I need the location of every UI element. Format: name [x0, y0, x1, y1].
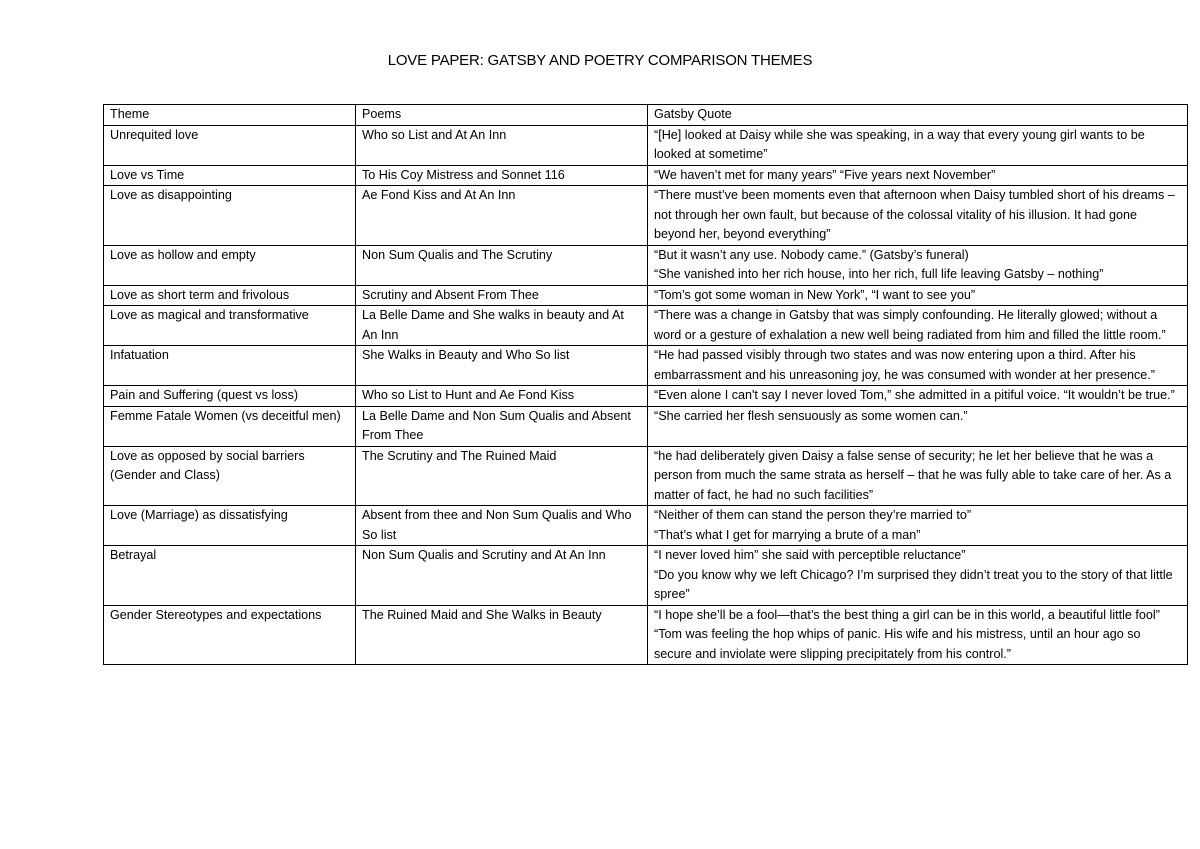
- quote-text: “She vanished into her rich house, into her rich, full life leaving Gatsby – nothing”: [654, 267, 1104, 281]
- page-title: LOVE PAPER: GATSBY AND POETRY COMPARISON THEMES: [387, 52, 813, 69]
- theme-cell: Love as disappointing: [104, 186, 356, 246]
- quote-text: “Even alone I can't say I never loved Tom,” she admitted in a pitiful voice. “It wouldn’t be true.”: [654, 388, 1175, 402]
- gatsby-quote-cell: [648, 125, 1188, 165]
- theme-cell: Love as magical and transformative: [104, 306, 356, 346]
- poems-cell: She Walks in Beauty and Who So list: [356, 346, 648, 386]
- theme-cell: Unrequited love: [104, 125, 356, 165]
- table-header-row: [104, 105, 1188, 126]
- quote-text: “There must’ve been moments even that afternoon when Daisy tumbled short of his dreams – not through her own fault, but because of the colossal vitality of his illusion. It had gone beyond her, beyond everything”: [654, 188, 1175, 241]
- gatsby-quote-cell: [648, 386, 1188, 407]
- table-row: [104, 306, 1188, 346]
- gatsby-quote-cell: [648, 306, 1188, 346]
- table-row: [104, 285, 1188, 306]
- table-row: [104, 605, 1188, 665]
- quote-text: “Do you know why we left Chicago? I’m surprised they didn’t treat you to the story of that little spree”: [654, 567, 1173, 601]
- poems-cell: To His Coy Mistress and Sonnet 116: [356, 165, 648, 186]
- table-row: [104, 446, 1188, 506]
- gatsby-quote-cell: [648, 186, 1188, 246]
- table-row: [104, 245, 1188, 285]
- poems-cell: The Ruined Maid and She Walks in Beauty: [356, 605, 648, 665]
- quote-text: “There was a change in Gatsby that was simply confounding. He literally glowed; without a word or a gesture of exhalation a new well being radiated from him and filled the little room.”: [654, 308, 1166, 342]
- theme-cell: Gender Stereotypes and expectations: [104, 605, 356, 665]
- poems-cell: Non Sum Qualis and Scrutiny and At An Inn: [356, 546, 648, 606]
- gatsby-quote-cell: [648, 546, 1188, 606]
- poems-cell: Non Sum Qualis and The Scrutiny: [356, 245, 648, 285]
- table-row: [104, 386, 1188, 407]
- quote-text: “[He] looked at Daisy while she was speaking, in a way that every young girl wants to be looked at sometime”: [654, 127, 1145, 161]
- table-body: [104, 125, 1188, 665]
- poems-cell: Ae Fond Kiss and At An Inn: [356, 186, 648, 246]
- table-row: [104, 165, 1188, 186]
- poems-cell: Who so List and At An Inn: [356, 125, 648, 165]
- poems-cell: Who so List to Hunt and Ae Fond Kiss: [356, 386, 648, 407]
- quote-text: “I never loved him” she said with perceptible reluctance”: [654, 548, 966, 562]
- quote-text: “He had passed visibly through two states and was now entering upon a third. After his embarrassment and his unreasoning joy, he was consumed with wonder at her presence.”: [654, 348, 1155, 382]
- poems-cell: The Scrutiny and The Ruined Maid: [356, 446, 648, 506]
- gatsby-quote-cell: [648, 346, 1188, 386]
- theme-cell: Infatuation: [104, 346, 356, 386]
- table-row: [104, 406, 1188, 446]
- themes-table: [103, 104, 1188, 665]
- gatsby-quote-cell: [648, 406, 1188, 446]
- gatsby-quote-cell: [648, 165, 1188, 186]
- gatsby-quote-cell: [648, 506, 1188, 546]
- quote-text: “he had deliberately given Daisy a false sense of security; he let her believe that he was a person from much the same strata as herself – that he was fully able to take care of her. As a matter of fact, he had no such facilities”: [654, 448, 1172, 502]
- poems-cell: Scrutiny and Absent From Thee: [356, 285, 648, 306]
- quote-text: “I hope she’ll be a fool—that’s the best thing a girl can be in this world, a beautiful little fool”: [654, 607, 1160, 622]
- theme-cell: Betrayal: [104, 546, 356, 606]
- table-row: [104, 186, 1188, 246]
- poems-cell: Absent from thee and Non Sum Qualis and Who So list: [356, 506, 648, 546]
- gatsby-quote-cell: [648, 285, 1188, 306]
- quote-text: “We haven’t met for many years” “Five years next November”: [654, 167, 996, 182]
- quote-text: “That’s what I get for marrying a brute of a man”: [654, 527, 921, 542]
- theme-cell: Love as opposed by social barriers (Gender and Class): [104, 446, 356, 506]
- table-row: [104, 546, 1188, 606]
- gatsby-quote-cell: [648, 605, 1188, 665]
- theme-cell: Femme Fatale Women (vs deceitful men): [104, 406, 356, 446]
- quote-text: “Tom was feeling the hop whips of panic. His wife and his mistress, until an hour ago so secure and inviolate were slipping precipitately from his control.”: [654, 627, 1141, 661]
- header-poems: Poems: [356, 105, 648, 126]
- poems-cell: La Belle Dame and She walks in beauty and At An Inn: [356, 306, 648, 346]
- theme-cell: Love as short term and frivolous: [104, 285, 356, 306]
- table-row: [104, 346, 1188, 386]
- quote-text: “But it wasn’t any use. Nobody came.” (Gatsby’s funeral): [654, 247, 969, 262]
- table-row: [104, 506, 1188, 546]
- table-row: [104, 125, 1188, 165]
- poems-cell: La Belle Dame and Non Sum Qualis and Absent From Thee: [356, 406, 648, 446]
- theme-cell: Pain and Suffering (quest vs loss): [104, 386, 356, 407]
- header-gatsby-quote: Gatsby Quote: [648, 105, 1188, 126]
- quote-text: “She carried her flesh sensuously as some women can.”: [654, 408, 968, 423]
- gatsby-quote-cell: [648, 446, 1188, 506]
- theme-cell: Love (Marriage) as dissatisfying: [104, 506, 356, 546]
- quote-text: “Tom’s got some woman in New York”, “I want to see you”: [654, 287, 976, 302]
- theme-cell: Love vs Time: [104, 165, 356, 186]
- gatsby-quote-cell: [648, 245, 1188, 285]
- header-theme: Theme: [104, 105, 356, 126]
- quote-text: “Neither of them can stand the person they’re married to”: [654, 508, 972, 522]
- theme-cell: Love as hollow and empty: [104, 245, 356, 285]
